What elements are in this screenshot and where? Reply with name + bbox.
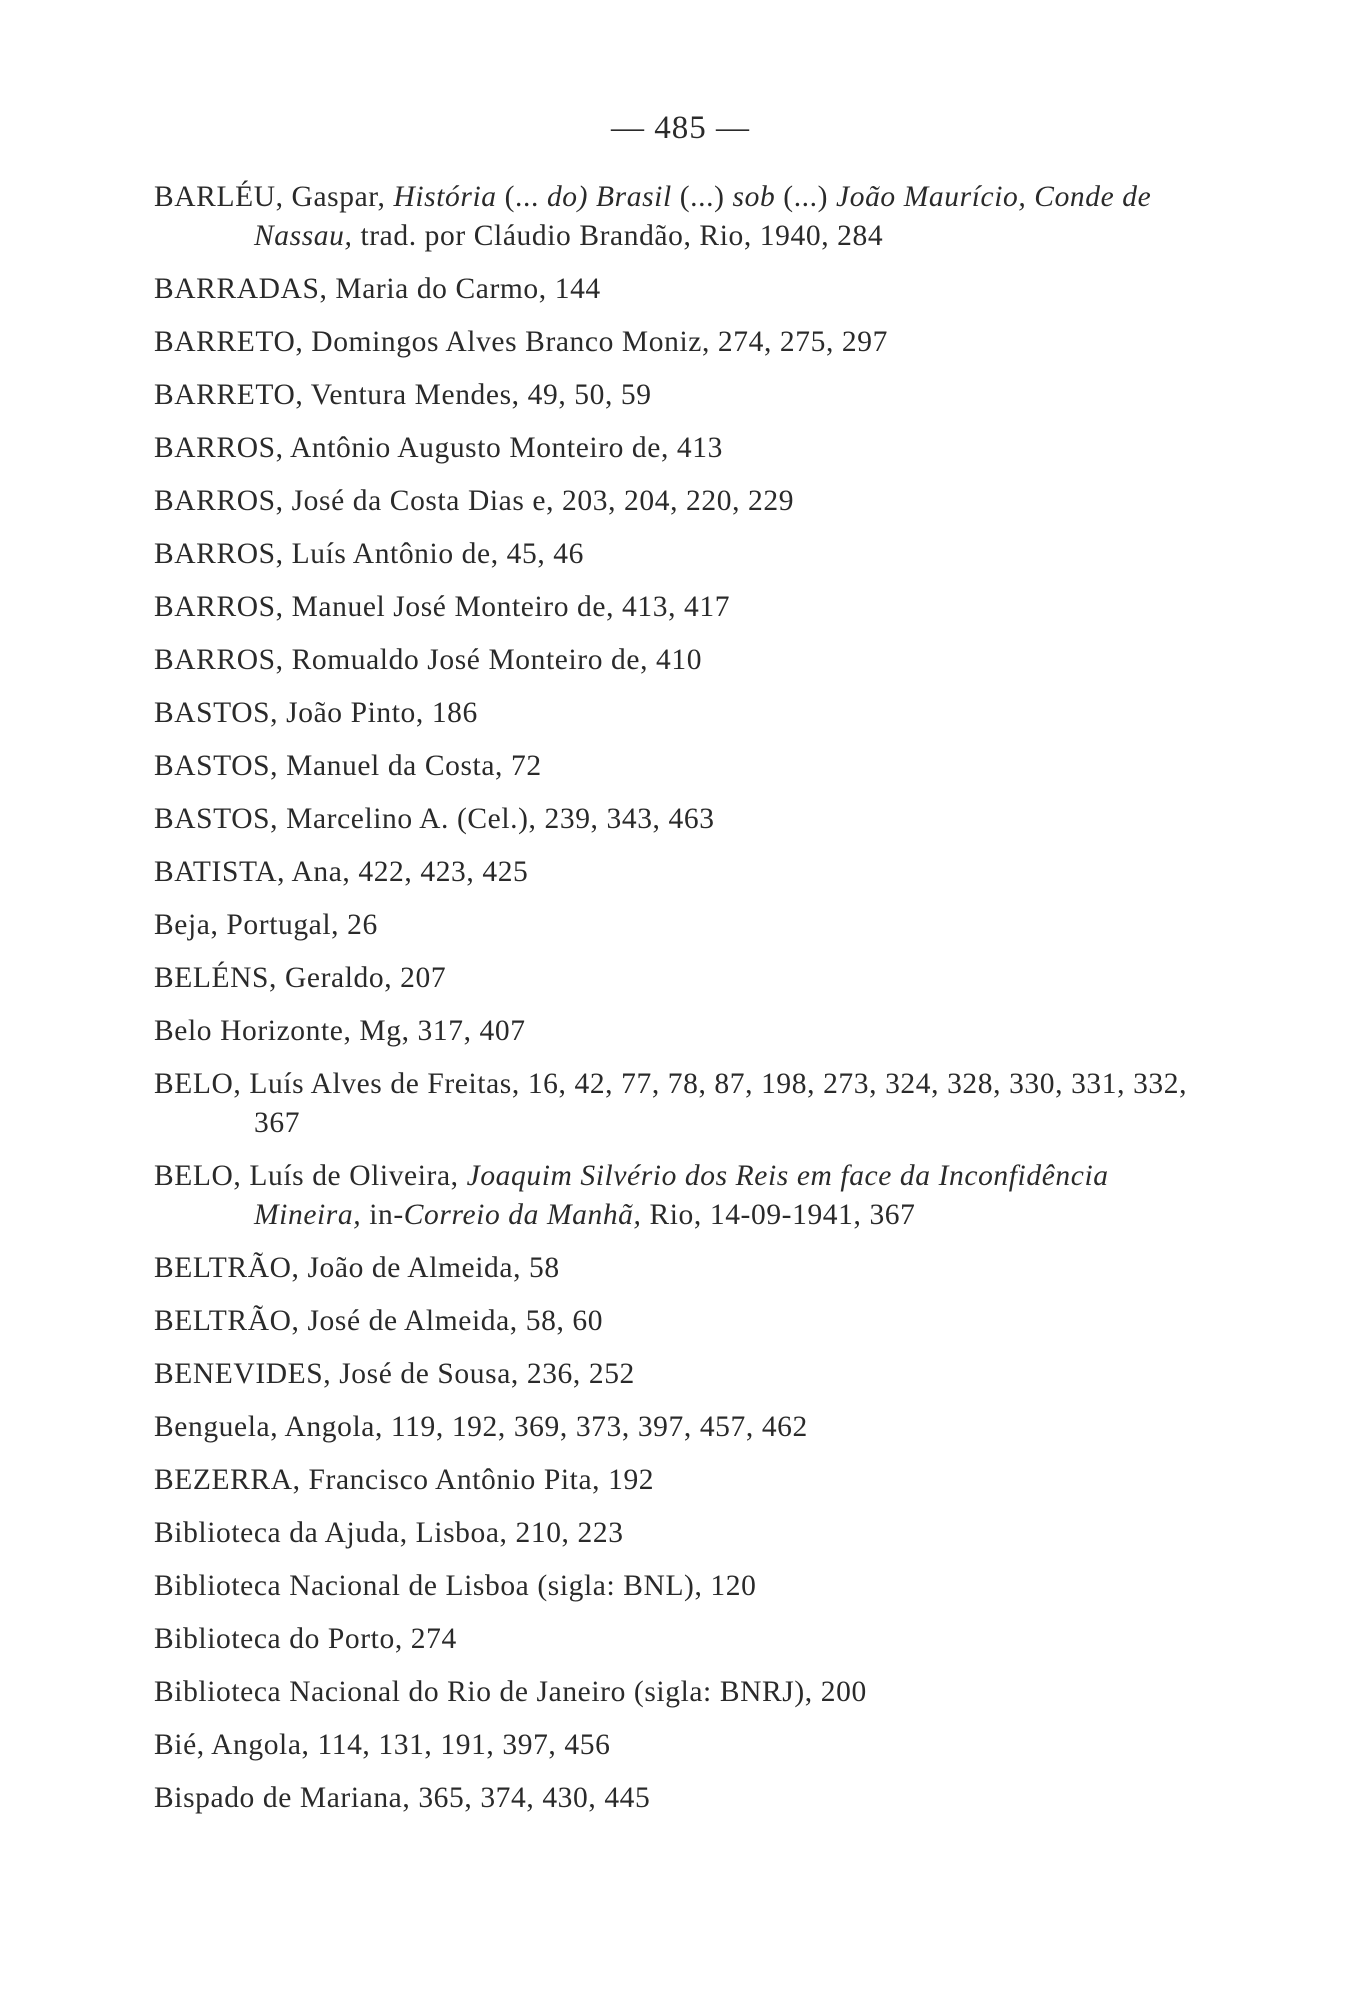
index-entry (154, 270, 1214, 309)
entry-text: Beja, Portugal, 26 (154, 909, 378, 941)
entry-text: Biblioteca Nacional do Rio de Janeiro (sigla: BNRJ), 200 (154, 1676, 867, 1708)
entry-text: Bié, Angola, 114, 131, 191, 397, 456 (154, 1729, 611, 1761)
index-list (154, 178, 1214, 1832)
index-entry (154, 482, 1214, 521)
entry-italic-text: Joaquim Silvério dos Reis em face da Inconfidência Mineira, (254, 1160, 1109, 1231)
entry-italic-text: História (393, 181, 497, 213)
index-entry (154, 588, 1214, 627)
entry-text: BARRETO, Ventura Mendes, 49, 50, 59 (154, 379, 652, 411)
entry-text: (...) (775, 181, 837, 213)
entry-text: BARRETO, Domingos Alves Branco Moniz, 274, 275, 297 (154, 326, 888, 358)
entry-italic-text: Correio da Manhã, (403, 1199, 642, 1231)
index-entry (154, 906, 1214, 945)
entry-text: BEZERRA, Francisco Antônio Pita, 192 (154, 1464, 655, 1496)
index-entry (154, 1408, 1214, 1447)
index-entry (154, 1779, 1214, 1818)
entry-text: trad. por Cláudio Brandão, Rio, 1940, 284 (352, 220, 884, 252)
index-entry (154, 1567, 1214, 1606)
entry-text: BELO, Luís Alves de Freitas, 16, 42, 77, 78, 87, 198, 273, 324, 328, 330, 331, 332, 367 (154, 1068, 1188, 1139)
entry-text: BARLÉU, Gaspar, (154, 181, 394, 213)
index-entry (154, 178, 1214, 256)
index-entry (154, 694, 1214, 733)
index-entry (154, 1355, 1214, 1394)
entry-text: BATISTA, Ana, 422, 423, 425 (154, 856, 529, 888)
entry-text: BELTRÃO, José de Almeida, 58, 60 (154, 1305, 604, 1337)
index-entry (154, 323, 1214, 362)
index-entry (154, 747, 1214, 786)
index-entry (154, 1673, 1214, 1712)
entry-text: BELÉNS, Geraldo, 207 (154, 962, 447, 994)
index-entry (154, 1461, 1214, 1500)
entry-text: Rio, 14-09-1941, 367 (641, 1199, 916, 1231)
entry-text: BELTRÃO, João de Almeida, 58 (154, 1252, 560, 1284)
entry-text: (...) (671, 181, 733, 213)
entry-text: Biblioteca do Porto, 274 (154, 1623, 457, 1655)
page-number: — 485 — (611, 110, 750, 146)
entry-text: BARROS, Manuel José Monteiro de, 413, 417 (154, 591, 731, 623)
index-entry (154, 800, 1214, 839)
index-entry (154, 853, 1214, 892)
index-entry (154, 959, 1214, 998)
entry-text: BASTOS, Marcelino A. (Cel.), 239, 343, 463 (154, 803, 715, 835)
entry-italic-text: do) (546, 181, 589, 213)
entry-italic-text: Brasil (596, 181, 672, 213)
index-entry (154, 1514, 1214, 1553)
entry-text: BENEVIDES, José de Sousa, 236, 252 (154, 1358, 635, 1390)
index-entry (154, 1249, 1214, 1288)
index-entry (154, 1012, 1214, 1051)
entry-text: Belo Horizonte, Mg, 317, 407 (154, 1015, 526, 1047)
index-entry (154, 1620, 1214, 1659)
index-entry (154, 1302, 1214, 1341)
entry-text (588, 181, 596, 213)
index-entry (154, 1065, 1214, 1143)
entry-text: Bispado de Mariana, 365, 374, 430, 445 (154, 1782, 651, 1814)
entry-text: in- (361, 1199, 404, 1231)
entry-text: Biblioteca da Ajuda, Lisboa, 210, 223 (154, 1517, 624, 1549)
entry-text: BARROS, Romualdo José Monteiro de, 410 (154, 644, 703, 676)
index-entry (154, 429, 1214, 468)
index-entry (154, 376, 1214, 415)
entry-text: BARRADAS, Maria do Carmo, 144 (154, 273, 601, 305)
entry-italic-text: sob (732, 181, 776, 213)
entry-text: BASTOS, João Pinto, 186 (154, 697, 478, 729)
index-entry (154, 1157, 1214, 1235)
entry-text: BELO, Luís de Oliveira, (154, 1160, 467, 1192)
index-entry (154, 535, 1214, 574)
entry-text: BASTOS, Manuel da Costa, 72 (154, 750, 542, 782)
index-entry (154, 641, 1214, 680)
entry-text: BARROS, José da Costa Dias e, 203, 204, 220, 229 (154, 485, 795, 517)
entry-text: BARROS, Luís Antônio de, 45, 46 (154, 538, 585, 570)
index-entry (154, 1726, 1214, 1765)
entry-text: Benguela, Angola, 119, 192, 369, 373, 397, 457, 462 (154, 1411, 808, 1443)
entry-text: BARROS, Antônio Augusto Monteiro de, 413 (154, 432, 723, 464)
entry-text: Biblioteca Nacional de Lisboa (sigla: BNL), 120 (154, 1570, 757, 1602)
entry-italic-text: João Maurício, Conde de Nassau, (254, 181, 1152, 252)
entry-text: (... (496, 181, 547, 213)
